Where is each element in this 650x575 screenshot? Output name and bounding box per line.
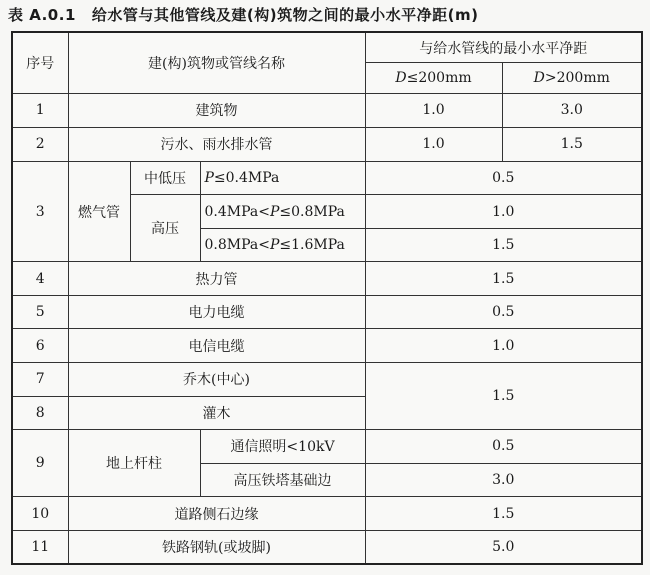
- name-cell: 铁路钢轨(或坡脚): [68, 530, 365, 564]
- pressure-range-cell: P≤0.4MPa: [200, 161, 365, 195]
- value-cell: 0.5: [365, 295, 642, 329]
- seq-cell: 1: [12, 93, 68, 128]
- value-cell: 1.0: [365, 195, 642, 229]
- pressure-class-cell: 高压: [130, 195, 200, 262]
- name-cell: 乔木(中心): [68, 363, 365, 397]
- header-d-large: D>200mm: [502, 63, 642, 94]
- table-row: [12, 93, 642, 128]
- value-cell: 0.5: [365, 161, 642, 195]
- name-cell: 建筑物: [68, 93, 365, 128]
- value-cell: 1.5: [365, 262, 642, 296]
- value-cell: 1.0: [365, 128, 502, 162]
- table-row: [12, 363, 642, 397]
- pressure-range-cell: 0.8MPa<P≤1.6MPa: [200, 228, 365, 262]
- value-cell: 1.0: [365, 93, 502, 128]
- name-cell: 灌木: [68, 396, 365, 430]
- name-cell: 地上杆柱: [68, 430, 200, 497]
- value-cell: 3.0: [502, 93, 642, 128]
- table-row: [12, 128, 642, 162]
- pressure-range-cell: 0.4MPa<P≤0.8MPa: [200, 195, 365, 229]
- seq-cell: 4: [12, 262, 68, 296]
- value-cell: 3.0: [365, 463, 642, 497]
- seq-cell: 9: [12, 430, 68, 497]
- name-cell: 污水、雨水排水管: [68, 128, 365, 162]
- table-row: [12, 262, 642, 296]
- seq-cell: 6: [12, 329, 68, 363]
- sub-name-cell: 通信照明<10kV: [200, 430, 365, 464]
- value-cell: 1.5: [365, 363, 642, 430]
- table-row: [12, 329, 642, 363]
- value-cell: 1.5: [365, 228, 642, 262]
- value-cell: 1.5: [502, 128, 642, 162]
- seq-cell: 2: [12, 128, 68, 162]
- header-name: 建(构)筑物或管线名称: [68, 32, 365, 93]
- table-number: 表 A.0.1: [8, 6, 76, 24]
- table-title: 给水管与其他管线及建(构)筑物之间的最小水平净距(m): [91, 6, 479, 24]
- clearance-table-body: [11, 31, 643, 565]
- value-cell: 5.0: [365, 530, 642, 564]
- header-seq: 序号: [12, 32, 68, 93]
- table-row: [12, 530, 642, 564]
- pressure-class-cell: 中低压: [130, 161, 200, 195]
- header-d-small: D≤200mm: [365, 63, 502, 94]
- name-cell: 电力电缆: [68, 295, 365, 329]
- seq-cell: 3: [12, 161, 68, 262]
- table-row: [12, 497, 642, 531]
- table-caption: [8, 2, 648, 28]
- value-cell: 1.0: [365, 329, 642, 363]
- header-row-1: [12, 32, 642, 63]
- sub-name-cell: 高压铁塔基础边: [200, 463, 365, 497]
- name-cell: 电信电缆: [68, 329, 365, 363]
- seq-cell: 7: [12, 363, 68, 397]
- seq-cell: 8: [12, 396, 68, 430]
- table-row: [12, 161, 642, 195]
- seq-cell: 5: [12, 295, 68, 329]
- name-cell: 热力管: [68, 262, 365, 296]
- name-cell: 燃气管: [68, 161, 130, 262]
- value-cell: 0.5: [365, 430, 642, 464]
- header-distance: 与给水管线的最小水平净距: [365, 32, 642, 63]
- value-cell: 1.5: [365, 497, 642, 531]
- table-row: [12, 430, 642, 464]
- name-cell: 道路侧石边缘: [68, 497, 365, 531]
- seq-cell: 11: [12, 530, 68, 564]
- table-row: [12, 295, 642, 329]
- seq-cell: 10: [12, 497, 68, 531]
